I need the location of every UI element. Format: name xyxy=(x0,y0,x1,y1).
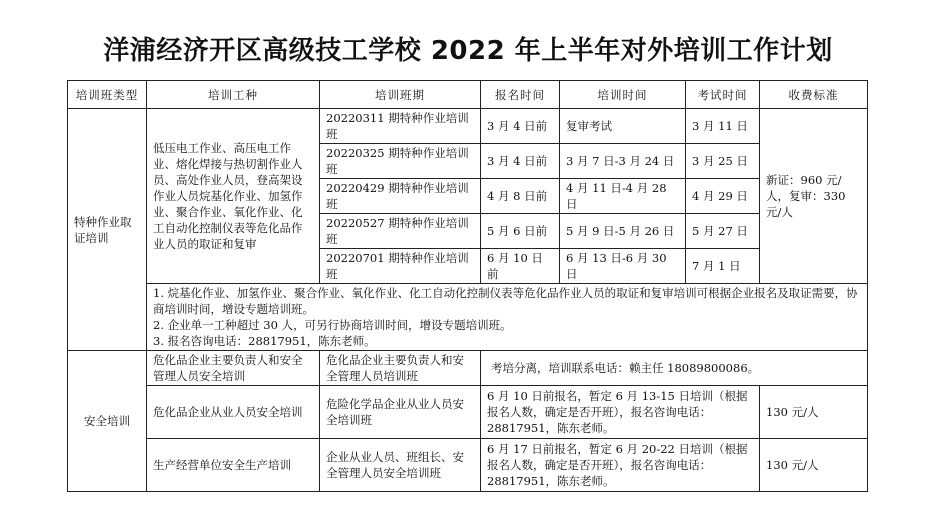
safety-info: 6 月 10 日前报名，暂定 6 月 13-15 日培训（根据报名人数，确定是否开班），报名咨询电话：28817951，陈东老师。 xyxy=(481,386,760,439)
header-cell: 培训工种 xyxy=(147,81,320,109)
page-title: 洋浦经济开区高级技工学校 2022 年上半年对外培训工作计划 xyxy=(103,36,833,66)
safety-info: 6 月 17 日前报名，暂定 6 月 20-22 日培训（根据报名人数，确定是否开班），报名咨询电话：28817951，陈东老师。 xyxy=(481,439,760,492)
safety-period: 企业从业人员、班组长、安全管理人员安全培训班 xyxy=(320,439,481,492)
session-exam: 7 月 1 日 xyxy=(686,249,760,284)
header-cell: 收费标准 xyxy=(760,81,868,109)
table-row xyxy=(68,109,868,144)
session-signup: 3 月 4 日前 xyxy=(481,109,560,144)
training-plan-table xyxy=(67,80,868,492)
note-item: 3. 报名咨询电话：28817951，陈东老师。 xyxy=(153,334,376,348)
special-type-cell: 特种作业取证培训 xyxy=(68,109,147,351)
session-exam: 4 月 29 日 xyxy=(686,179,760,214)
special-fee-cell: 新证：960 元/人，复审：330 元/人 xyxy=(760,109,868,284)
safety-trade: 生产经营单位安全生产培训 xyxy=(147,439,320,492)
session-exam: 3 月 25 日 xyxy=(686,144,760,179)
special-trade-cell: 低压电工作业、高压电工作业、熔化焊接与热切割作业人员、高处作业人员，登高架设作业人员烷基化作业、加氢作业、聚合作业、氧化作业、化工自动化控制仪表等危化品作业人员的取证和复审 xyxy=(147,109,320,284)
safety-period: 危险化学品企业从业人员安全培训班 xyxy=(320,386,481,439)
session-training: 3 月 7 日-3 月 24 日 xyxy=(560,144,686,179)
session-training: 5 月 9 日-5 月 26 日 xyxy=(560,214,686,249)
session-period: 20220311 期特种作业培训班 xyxy=(320,109,481,144)
safety-fee: 130 元/人 xyxy=(760,439,868,492)
safety-info: 考培分离，培训联系电话：赖主任 18089800086。 xyxy=(481,351,868,386)
safety-period: 危化品企业主要负责人和安全管理人员培训班 xyxy=(320,351,481,386)
session-exam: 5 月 27 日 xyxy=(686,214,760,249)
safety-trade: 危化品企业主要负责人和安全管理人员安全培训 xyxy=(147,351,320,386)
safety-fee: 130 元/人 xyxy=(760,386,868,439)
session-training: 复审考试 xyxy=(560,109,686,144)
safety-trade: 危化品企业从业人员安全培训 xyxy=(147,386,320,439)
note-item: 2. 企业单一工种超过 30 人，可另行协商培训时间，增设专题培训班。 xyxy=(153,318,512,332)
header-cell: 培训班期 xyxy=(320,81,481,109)
session-signup: 5 月 6 日前 xyxy=(481,214,560,249)
session-exam: 3 月 11 日 xyxy=(686,109,760,144)
session-signup: 3 月 4 日前 xyxy=(481,144,560,179)
table-row xyxy=(68,439,868,492)
session-period: 20220701 期特种作业培训班 xyxy=(320,249,481,284)
header-cell: 培训时间 xyxy=(560,81,686,109)
session-period: 20220429 期特种作业培训班 xyxy=(320,179,481,214)
session-training: 4 月 11 日-4 月 28 日 xyxy=(560,179,686,214)
table-row xyxy=(68,351,868,386)
table-row xyxy=(68,386,868,439)
header-cell: 报名时间 xyxy=(481,81,560,109)
header-cell: 考试时间 xyxy=(686,81,760,109)
special-notes-cell xyxy=(147,284,868,351)
header-row xyxy=(68,81,868,109)
session-period: 20220325 期特种作业培训班 xyxy=(320,144,481,179)
session-signup: 4 月 8 日前 xyxy=(481,179,560,214)
note-item: 1. 烷基化作业、加氢作业、聚合作业、氧化作业、化工自动化控制仪表等危化品作业人员的取证和复审培训可根据企业报名及取证需要，协商培训时间，增设专题培训班。 xyxy=(153,286,858,316)
session-period: 20220527 期特种作业培训班 xyxy=(320,214,481,249)
session-training: 6 月 13 日-6 月 30 日 xyxy=(560,249,686,284)
session-signup: 6 月 10 日前 xyxy=(481,249,560,284)
notes-row xyxy=(68,284,868,351)
safety-type-cell: 安全培训 xyxy=(68,351,147,492)
header-cell: 培训班类型 xyxy=(68,81,147,109)
